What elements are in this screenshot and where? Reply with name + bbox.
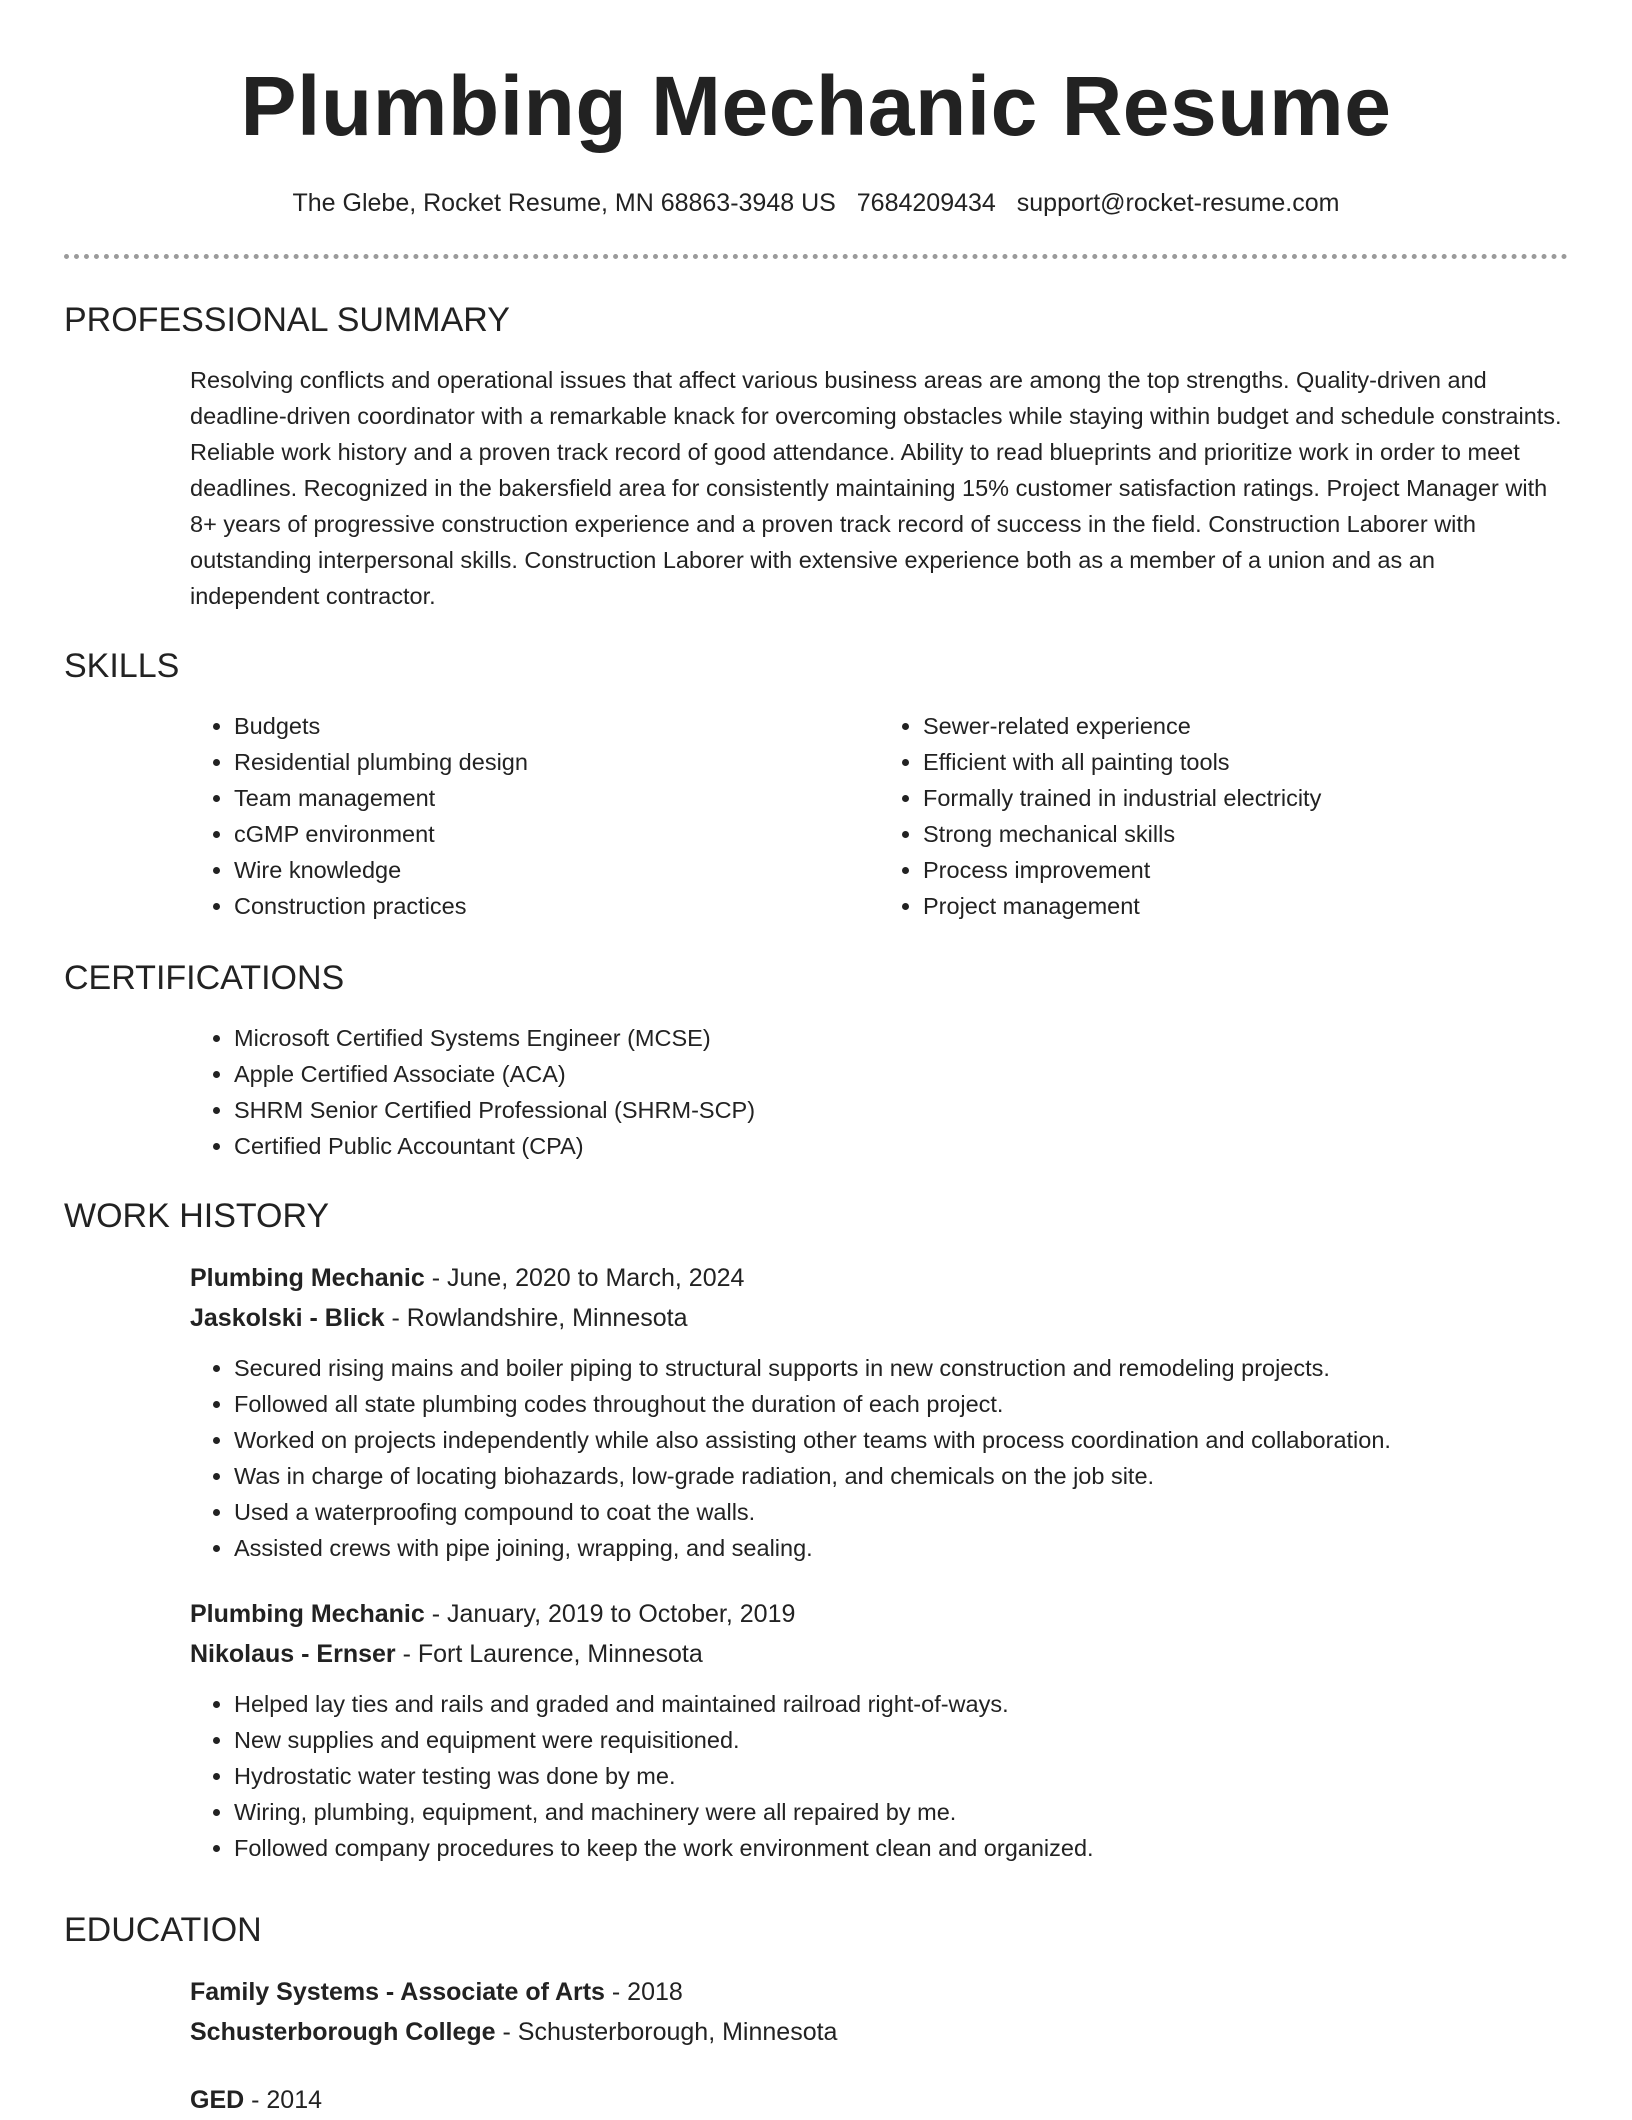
job-dates: - June, 2020 to March, 2024 [424, 1264, 745, 1292]
education-location: - Schusterborough, Minnesota [495, 2018, 838, 2046]
job-bullet: • Was in charge of locating biohazards, low-grade radiation, and chemicals on the job site. [234, 1458, 1568, 1494]
work-history-section [64, 1196, 1568, 1866]
education-entry [64, 2080, 1568, 2120]
skill-item: • cGMP environment [234, 816, 879, 852]
job-bullet: • Helped lay ties and rails and graded and maintained railroad right-of-ways. [234, 1686, 1568, 1722]
education-degree-line [190, 1972, 1568, 2012]
job-role-line [190, 1594, 1568, 1634]
education-degree: GED [190, 2086, 245, 2114]
summary-section [64, 300, 1568, 614]
skill-item: • Efficient with all painting tools [923, 744, 1568, 780]
skill-item: • Formally trained in industrial electricity [923, 780, 1568, 816]
job-bullets-wrap [190, 1686, 1568, 1866]
job-bullets-wrap [190, 1350, 1568, 1566]
education-school-line [190, 2012, 1568, 2052]
job-location: - Rowlandshire, Minnesota [384, 1304, 688, 1332]
certification-item: • Apple Certified Associate (ACA) [234, 1056, 1568, 1092]
job-company: Jaskolski - Blick [190, 1304, 385, 1332]
skill-item: • Budgets [234, 708, 879, 744]
skill-item: • Project management [923, 888, 1568, 924]
education-entry [64, 1972, 1568, 2052]
skills-section [64, 646, 1568, 924]
job-bullet: • Wiring, plumbing, equipment, and machinery were all repaired by me. [234, 1794, 1568, 1830]
skill-item: • Team management [234, 780, 879, 816]
contact-email: support@rocket-resume.com [1016, 189, 1340, 217]
job-dates: - January, 2019 to October, 2019 [424, 1600, 796, 1628]
header-divider [64, 254, 1568, 259]
education-school: Schusterborough College [190, 2018, 496, 2046]
skill-item: • Strong mechanical skills [923, 816, 1568, 852]
skill-item: • Construction practices [234, 888, 879, 924]
job-role: Plumbing Mechanic [190, 1264, 425, 1292]
work-history-heading: WORK HISTORY [64, 1197, 330, 1235]
job-bullet: • Worked on projects independently while also assisting other teams with process coordination and collaboration. [234, 1422, 1568, 1458]
job-location: - Fort Laurence, Minnesota [395, 1640, 703, 1668]
education-section [64, 1910, 1568, 2120]
skills-list-right [879, 708, 1568, 924]
education-year: - 2014 [244, 2086, 323, 2114]
job-bullet: • New supplies and equipment were requisitioned. [234, 1722, 1568, 1758]
job-bullet: • Followed all state plumbing codes throughout the duration of each project. [234, 1386, 1568, 1422]
job-bullet: • Used a waterproofing compound to coat the walls. [234, 1494, 1568, 1530]
education-degree-line [190, 2080, 1568, 2120]
job-bullet: • Hydrostatic water testing was done by me. [234, 1758, 1568, 1794]
skill-item: • Sewer-related experience [923, 708, 1568, 744]
job-bullet: • Assisted crews with pipe joining, wrapping, and sealing. [234, 1530, 1568, 1566]
skills-columns [190, 708, 1568, 924]
skills-list-left [190, 708, 879, 924]
certifications-list-wrap [190, 1020, 1568, 1164]
job-role-line [190, 1258, 1568, 1298]
skill-item: • Wire knowledge [234, 852, 879, 888]
summary-text: Resolving conflicts and operational issues that affect various business areas are among the top strengths. Quality-driven and deadline-driven coordinator with a remarkable knack for overcoming obstacles while staying within budget and schedule constraints. Reliable work history and a proven track record of good attendance. Ability to read blueprints and prioritize work in order to meet deadlines. Recognized in the bakersfield area for consistently maintaining 15% customer satisfaction ratings. Project Manager with 8+ years of progressive construction experience and a proven track record of success in the field. Construction Laborer with outstanding interpersonal skills. Construction Laborer with extensive experience both as a member of a union and as an independent contractor. [190, 367, 1562, 609]
skill-item: • Process improvement [923, 852, 1568, 888]
certifications-heading: CERTIFICATIONS [64, 959, 345, 997]
contact-line [64, 186, 1568, 220]
skill-item: • Residential plumbing design [234, 744, 879, 780]
education-degree: Family Systems - Associate of Arts [190, 1978, 605, 2006]
skills-heading: SKILLS [64, 647, 180, 685]
job-entry [64, 1258, 1568, 1566]
summary-heading: PROFESSIONAL SUMMARY [64, 301, 510, 339]
job-bullets [190, 1686, 1568, 1866]
certifications-list [190, 1020, 1568, 1164]
resume-title: Plumbing Mechanic Resume [240, 59, 1392, 153]
certification-item: • Certified Public Accountant (CPA) [234, 1128, 1568, 1164]
certification-item: • SHRM Senior Certified Professional (SHRM-SCP) [234, 1092, 1568, 1128]
job-role: Plumbing Mechanic [190, 1600, 425, 1628]
job-entry [64, 1594, 1568, 1866]
job-company-line [190, 1298, 1568, 1338]
certification-item: • Microsoft Certified Systems Engineer (MCSE) [234, 1020, 1568, 1056]
education-heading: EDUCATION [64, 1911, 262, 1949]
education-year: - 2018 [604, 1978, 683, 2006]
contact-address: The Glebe, Rocket Resume, MN 68863-3948 US [292, 189, 836, 217]
job-bullets [190, 1350, 1568, 1566]
job-bullet: • Secured rising mains and boiler piping to structural supports in new construction and remodeling projects. [234, 1350, 1568, 1386]
certifications-section [64, 958, 1568, 1164]
job-company: Nikolaus - Ernser [190, 1640, 396, 1668]
contact-phone: 7684209434 [856, 189, 996, 217]
job-bullet: • Followed company procedures to keep the work environment clean and organized. [234, 1830, 1568, 1866]
job-company-line [190, 1634, 1568, 1674]
